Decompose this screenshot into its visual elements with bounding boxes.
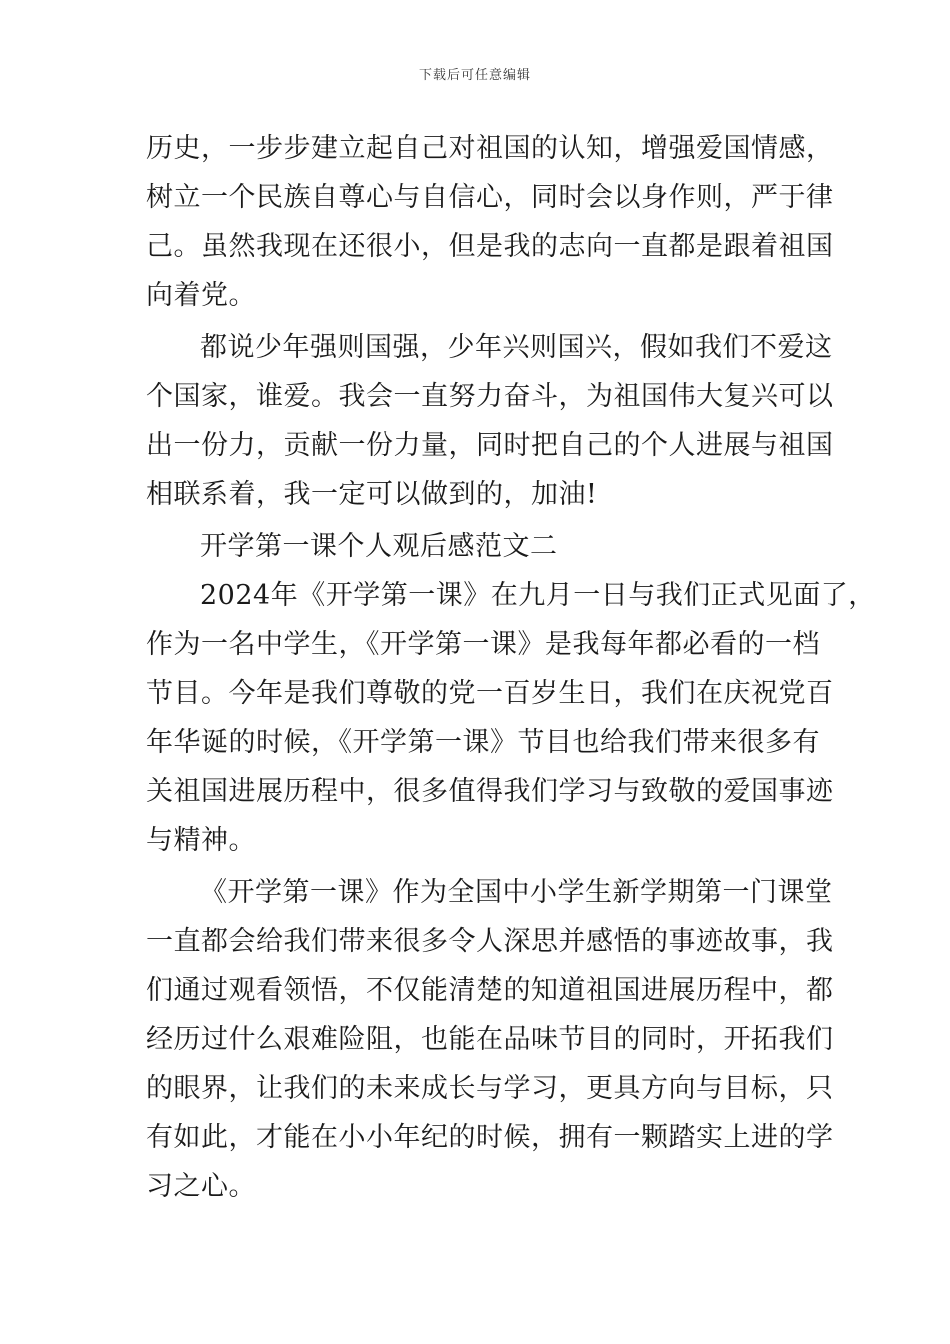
page-header-note: 下载后可任意编辑 bbox=[418, 68, 531, 83]
text-line: 树立一个民族自尊心与自信心，同时会以身作则，严于律 bbox=[146, 182, 834, 213]
text-line: 节目。今年是我们尊敬的党一百岁生日，我们在庆祝党百 bbox=[146, 678, 834, 709]
text-line: 一直都会给我们带来很多令人深思并感悟的事迹故事，我 bbox=[146, 926, 834, 957]
text-line: 有如此，才能在小小年纪的时候，拥有一颗踏实上进的学 bbox=[146, 1122, 834, 1153]
text-line: 己。虽然我现在还很小，但是我的志向一直都是跟着祖国 bbox=[146, 231, 834, 262]
text-line: 相联系着，我一定可以做到的，加油! bbox=[146, 479, 598, 510]
text-line: 习之心。 bbox=[146, 1171, 256, 1202]
paragraph-first-line: 都说少年强则国强，少年兴则国兴，假如我们不爱这 bbox=[200, 332, 833, 363]
text-line: 们通过观看领悟，不仅能清楚的知道祖国进展历程中，都 bbox=[146, 975, 834, 1006]
text-line: 年华诞的时候，《开学第一课》节目也给我们带来很多有 bbox=[146, 727, 820, 758]
paragraph-first-line: 2024年《开学第一课》在九月一日与我们正式见面了， bbox=[200, 580, 876, 611]
text-line: 的眼界，让我们的未来成长与学习，更具方向与目标，只 bbox=[146, 1073, 834, 1104]
text-line: 历史，一步步建立起自己对祖国的认知，增强爱国情感， bbox=[146, 133, 834, 164]
text-line: 关祖国进展历程中，很多值得我们学习与致敬的爱国事迹 bbox=[146, 776, 834, 807]
document-body bbox=[146, 124, 876, 1211]
text-line: 作为一名中学生，《开学第一课》是我每年都必看的一档 bbox=[146, 629, 820, 660]
text-line: 与精神。 bbox=[146, 825, 256, 856]
text-line: 向着党。 bbox=[146, 280, 256, 311]
text-line: 出一份力，贡献一份力量，同时把自己的个人进展与祖国 bbox=[146, 430, 834, 461]
section-heading: 开学第一课个人观后感范文二 bbox=[200, 531, 558, 562]
text-line: 个国家，谁爱。我会一直努力奋斗，为祖国伟大复兴可以 bbox=[146, 381, 834, 412]
paragraph-first-line: 《开学第一课》作为全国中小学生新学期第一门课堂 bbox=[200, 877, 833, 908]
text-line: 经历过什么艰难险阻，也能在品味节目的同时，开拓我们 bbox=[146, 1024, 834, 1055]
